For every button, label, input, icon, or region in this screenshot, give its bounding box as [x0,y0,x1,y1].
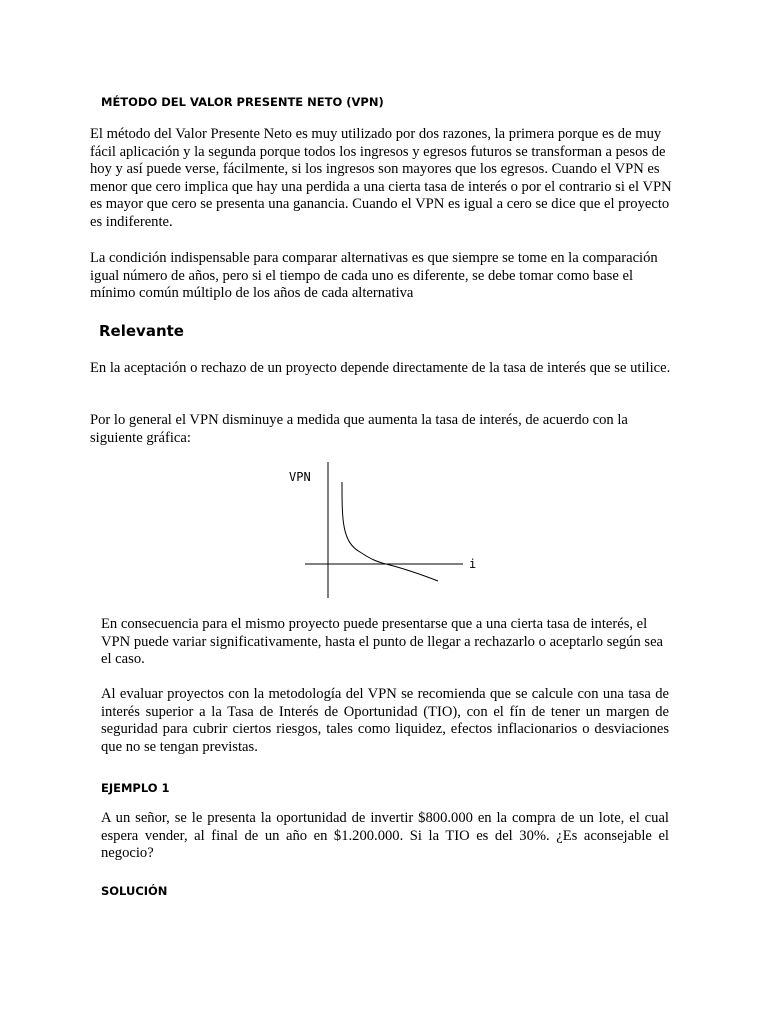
graph-vpn-curve [342,482,438,581]
example-paragraph: A un señor, se le presenta la oportunidad de invertir $800.000 en la compra de un lote, el cual espera vender, al final de un año en $1.200.000. Si la TIO es del 30%. ¿Es aconsejable el negocio? [101,810,669,862]
consequence-paragraph: En consecuencia para el mismo proyecto puede presentarse que a una cierta tasa de interés, el VPN puede variar significativamente, hasta el punto de llegar a rechazarlo o aceptarlo según sea el caso. [101,616,664,668]
graph-x-label: i [469,557,477,571]
evaluation-paragraph: Al evaluar proyectos con la metodología del VPN se recomienda que se calcule con una tasa de interés superior a la Tasa de Interés de Oportunidad (TIO), con el fín de tener un margen de seguridad para cubrir ciertos riesgos, tales como liquidez, efectos inflacionarios o desviaciones que no se tengan previstas. [101,686,669,755]
example-title: EJEMPLO 1 [101,781,170,795]
intro-paragraph: El método del Valor Presente Neto es muy utilizado por dos razones, la primera porque es de muy fácil aplicación y la segunda porque todos los ingresos y egresos futuros se transforman a pesos de hoy y así puede verse, fácilmente, si los ingresos son mayores que los egresos. Cuando el VPN es menor que cero implica que hay una perdida a una cierta tasa de interés o por el contrario si el VPN es mayor que cero se presenta una ganancia. Cuando el VPN es igual a cero se dice que el proyecto es indiferente. [90,126,672,230]
vpn-vs-interest-graph [280,460,490,600]
subsection-title: Relevante [99,322,184,340]
solution-title: SOLUCIÓN [101,884,168,898]
condition-paragraph: La condición indispensable para comparar alternativas es que siempre se tome en la comparación igual número de años, pero si el tiempo de cada uno es diferente, se debe tomar como base el mínimo común múltiplo de los años de cada alternativa [90,250,658,302]
graph-y-label: VPN [289,470,311,484]
graph-intro-paragraph: Por lo general el VPN disminuye a medida que aumenta la tasa de interés, de acuerdo con la siguiente gráfica: [90,412,628,446]
acceptance-paragraph: En la aceptación o rechazo de un proyecto depende directamente de la tasa de interés que se utilice. [90,360,671,376]
section-title: MÉTODO DEL VALOR PRESENTE NETO (VPN) [101,95,384,109]
